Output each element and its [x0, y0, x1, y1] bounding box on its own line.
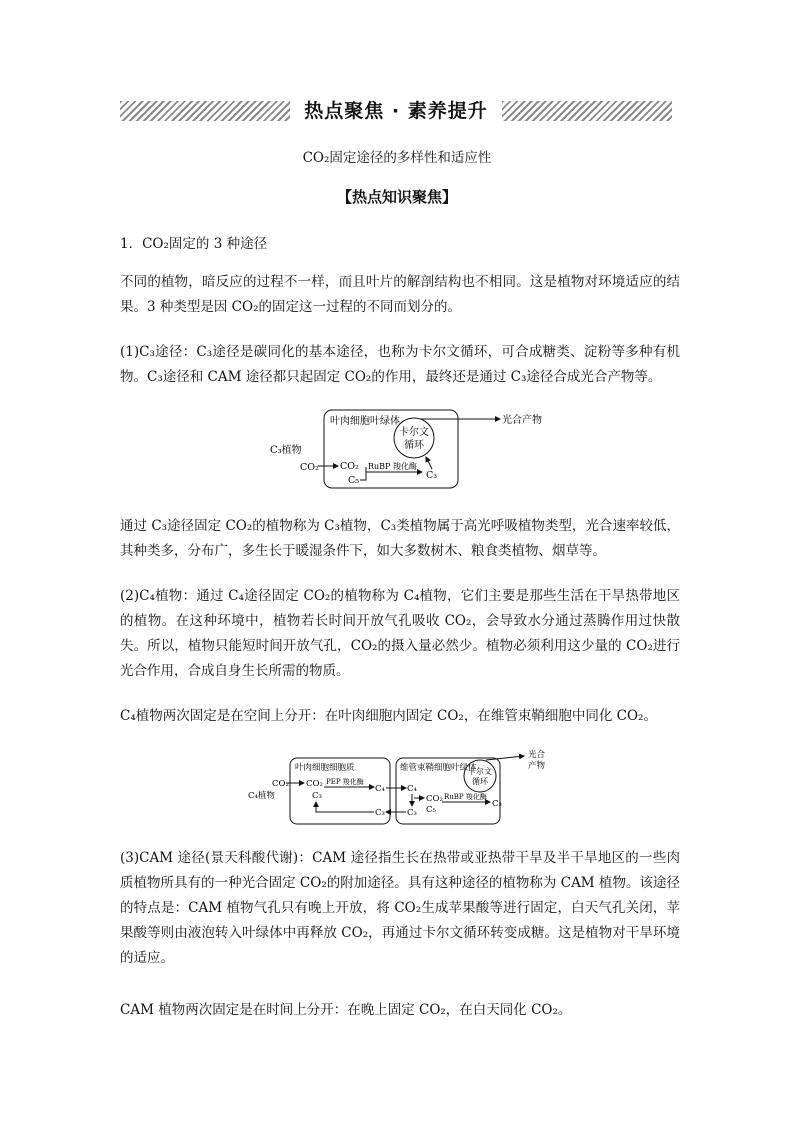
c4-bundle-label: C₄ [407, 784, 417, 794]
rubp-enzyme-label: RuBP 羧化酶 [444, 793, 487, 801]
c3-meso-label: C₃ [312, 791, 322, 801]
c4-meso-label: C₄ [375, 784, 385, 794]
co2-meso-label: CO₂ [306, 779, 323, 789]
c3-meso2-label: C₃ [375, 808, 385, 818]
calvin-cycle-label-1: 卡尔文 [468, 767, 492, 776]
calvin-cycle-circle [394, 418, 434, 458]
plant-label: C₄植物 [248, 791, 275, 801]
cam-summary-line: CAM 植物两次固定是在时间上分开：在晚上固定 CO₂，在白天同化 CO₂。 [120, 1002, 572, 1018]
section-banner [120, 96, 672, 126]
product-label-1: 光合 [528, 750, 546, 760]
product-label: 光合产物 [502, 415, 542, 426]
banner-title: 热点聚焦 · 素养提升 [304, 100, 488, 122]
c4-paragraph: (2)C₄植物：通过 C₄途径固定 CO₂的植物称为 C₄植物，它们主要是那些生活在干旱热带地区的植物。在这种环境中，植物若长时间开放气孔吸收 CO₂，会导致水分通过蒸腾作用过快散失。所以，植物只能短时间开放气孔，CO₂的摄入量必然少。植物必须利用这少量的 CO₂进行光合作用，合成自身生长所需的物质。 [120, 588, 680, 679]
c4-pathway-diagram [246, 746, 556, 828]
co2-input-label: CO₂ [300, 462, 319, 473]
co2-inner-label: CO₂ [340, 461, 359, 472]
c3-pathway-diagram [262, 408, 542, 492]
c4-summary-line: C₄植物两次固定是在空间上分开：在叶肉细胞内固定 CO₂，在维管束鞘细胞中同化 CO₂。 [120, 708, 657, 724]
section-title: 【热点知识聚焦】 [336, 188, 457, 206]
pep-enzyme-label: PEP 羧化酶 [326, 778, 364, 786]
plant-label: C₃植物 [270, 445, 302, 456]
calvin-cycle-label-2: 循环 [404, 440, 424, 451]
banner-stripe-left [120, 101, 290, 121]
calvin-cycle-label-2: 循环 [472, 777, 488, 786]
mesophyll-label: 叶肉细胞细胞质 [295, 763, 355, 773]
co2-input-label: CO₂ [272, 779, 289, 789]
c3-plants-paragraph: 通过 C₃途径固定 CO₂的植物称为 C₃植物，C₃类植物属于高光呼吸植物类型，光合速率较低，其种类多，分布广，多生长于暖湿条件下，如大多数树木、粮食类植物、烟草等。 [120, 518, 680, 559]
c3-out-label: C₃ [492, 799, 502, 809]
banner-stripe-right [502, 101, 672, 121]
calvin-cycle-circle [464, 760, 496, 792]
cam-paragraph: (3)CAM 途径(景天科酸代谢)：CAM 途径指生长在热带或亚热带干旱及半干旱地区的一些肉质植物所具有的一种光合固定 CO₂的附加途径。具有这种途径的植物称为 CAM 植物。该途径的特点是：CAM 植物气孔只有晚上开放，将 CO₂生成苹果酸等进行固定，白天气孔关闭，苹果酸等则由液泡转入叶绿体中再释放 CO₂，再通过卡尔文循环转变成糖。这是植物对干旱环境的适应。 [120, 850, 680, 966]
intro-paragraph: 不同的植物，暗反应的过程不一样，而且叶片的解剖结构也不相同。这是植物对环境适应的结果。3 种类型是因 CO₂的固定这一过程的不同而划分的。 [120, 274, 680, 315]
c3-to-cycle-arrow [426, 457, 432, 469]
c3-bundle-label: C₃ [407, 808, 417, 818]
c5-bundle-label: C₅ [426, 805, 436, 815]
co2-bundle-label: CO₂ [426, 794, 443, 804]
c5-joint-line [360, 467, 366, 480]
c3-regeneration-line [316, 802, 374, 812]
calvin-cycle-label-1: 卡尔文 [399, 427, 429, 438]
product-label-2: 产物 [528, 761, 546, 771]
bundle-sheath-label: 维管束鞘细胞叶绿体 [400, 763, 477, 773]
c5-label: C₅ [348, 475, 360, 486]
rubp-enzyme-label: RuBP 羧化酶 [368, 462, 417, 471]
c3-product-label: C₃ [426, 470, 438, 481]
page-subtitle: CO₂固定途径的多样性和适应性 [302, 150, 492, 166]
heading-1: 1．CO₂固定的 3 种途径 [120, 236, 268, 252]
chloroplast-label: 叶肉细胞叶绿体 [330, 416, 400, 427]
c3-paragraph: (1)C₃途径：C₃途径是碳同化的基本途径，也称为卡尔文循环，可合成糖类、淀粉等多种有机物。C₃途径和 CAM 途径都只起固定 CO₂的作用，最终还是通过 C₃途径合成光合产物等。 [120, 344, 680, 385]
